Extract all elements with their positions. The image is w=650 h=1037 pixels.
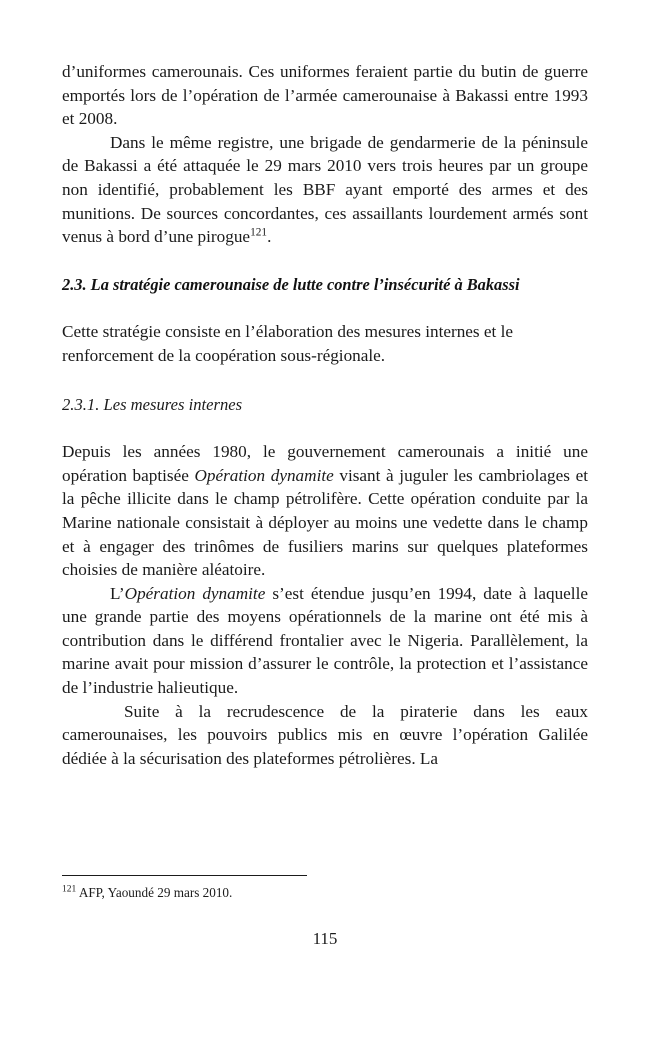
italic-operation-dynamite: Opération dynamite bbox=[194, 465, 334, 485]
paragraph-text-tail: . bbox=[267, 227, 272, 247]
section-heading-2-3: 2.3. La stratégie camerounaise de lutte contre l’insécurité à Bakassi bbox=[62, 274, 520, 294]
paragraph-continuation: d’uniformes camerounais. Ces uniformes feraient partie du butin de guerre emportés lors de l’opération de l’armée camerounaise à Bakassi entre 1993 et 2008. bbox=[62, 62, 588, 129]
footnote-121 bbox=[62, 884, 588, 902]
page-text-column bbox=[62, 60, 588, 770]
spacer bbox=[62, 296, 588, 320]
paragraph-dans-le-meme-registre bbox=[62, 131, 588, 249]
paragraph-cette-strategie: Cette stratégie consiste en l’élaboration des mesures internes et le renforcement de la coopération sous-régionale. bbox=[62, 321, 514, 365]
paragraph-depuis-les-annees-1980 bbox=[62, 440, 588, 582]
subsection-heading-2-3-1: 2.3.1. Les mesures internes bbox=[62, 395, 243, 415]
italic-operation-dynamite: Opération dynamite bbox=[124, 583, 266, 603]
paragraph-text: L’ bbox=[110, 583, 125, 603]
paragraph-suite-a-la-recrudescence: Suite à la recrudescence de la piraterie dans les eaux camerounaises, les pouvoirs publics mis en œuvre l’opération Galilée dédiée à la sécurisation des plateformes pétrolières. La bbox=[62, 701, 588, 768]
paragraph-text-tail: visant à juguler les cambriolages et la pêche illicite dans le champ pétrolifère. Cette opération conduite par la Marine nationale consistait à déployer au moins une vedette dans le champ et à engager des trinômes de fusiliers marins sur quelques plateformes choisies de manière aléatoire. bbox=[62, 465, 588, 580]
paragraph-text-tail: s’est étendue jusqu’en 1994, date à laquelle une grande partie des moyens opérationnels de la marine ont été mis à contribution dans le différend frontalier avec le Nigeria. Parallèlement, la marine avait pour mission d’assurer le contrôle, la protection et l’assistance de l’industrie halieutique. bbox=[62, 583, 588, 698]
paragraph-text: Dans le même registre, une brigade de gendarmerie de la péninsule de Bakassi a été attaquée le 29 mars 2010 vers trois heures par un groupe non identifié, probablement les BBF ayant emporté des armes et des munitions. De sources concordantes, ces assaillants lourdement armés sont venus à bord d’une pirogue bbox=[62, 132, 588, 247]
paragraph-text: Depuis les années 1980, le gouvernement camerounais a initié une opération baptisée bbox=[62, 442, 588, 485]
footnote-number: 121 bbox=[62, 884, 77, 895]
page-number: 115 bbox=[312, 929, 338, 948]
spacer bbox=[62, 416, 588, 440]
footnote-area bbox=[62, 875, 588, 902]
spacer bbox=[62, 249, 588, 273]
spacer bbox=[62, 367, 588, 393]
footnote-reference-121[interactable]: 121 bbox=[250, 226, 268, 239]
footnote-text: AFP, Yaoundé 29 mars 2010. bbox=[76, 885, 233, 900]
footnote-separator-rule bbox=[62, 875, 307, 876]
paragraph-loperation-dynamite bbox=[62, 582, 588, 700]
